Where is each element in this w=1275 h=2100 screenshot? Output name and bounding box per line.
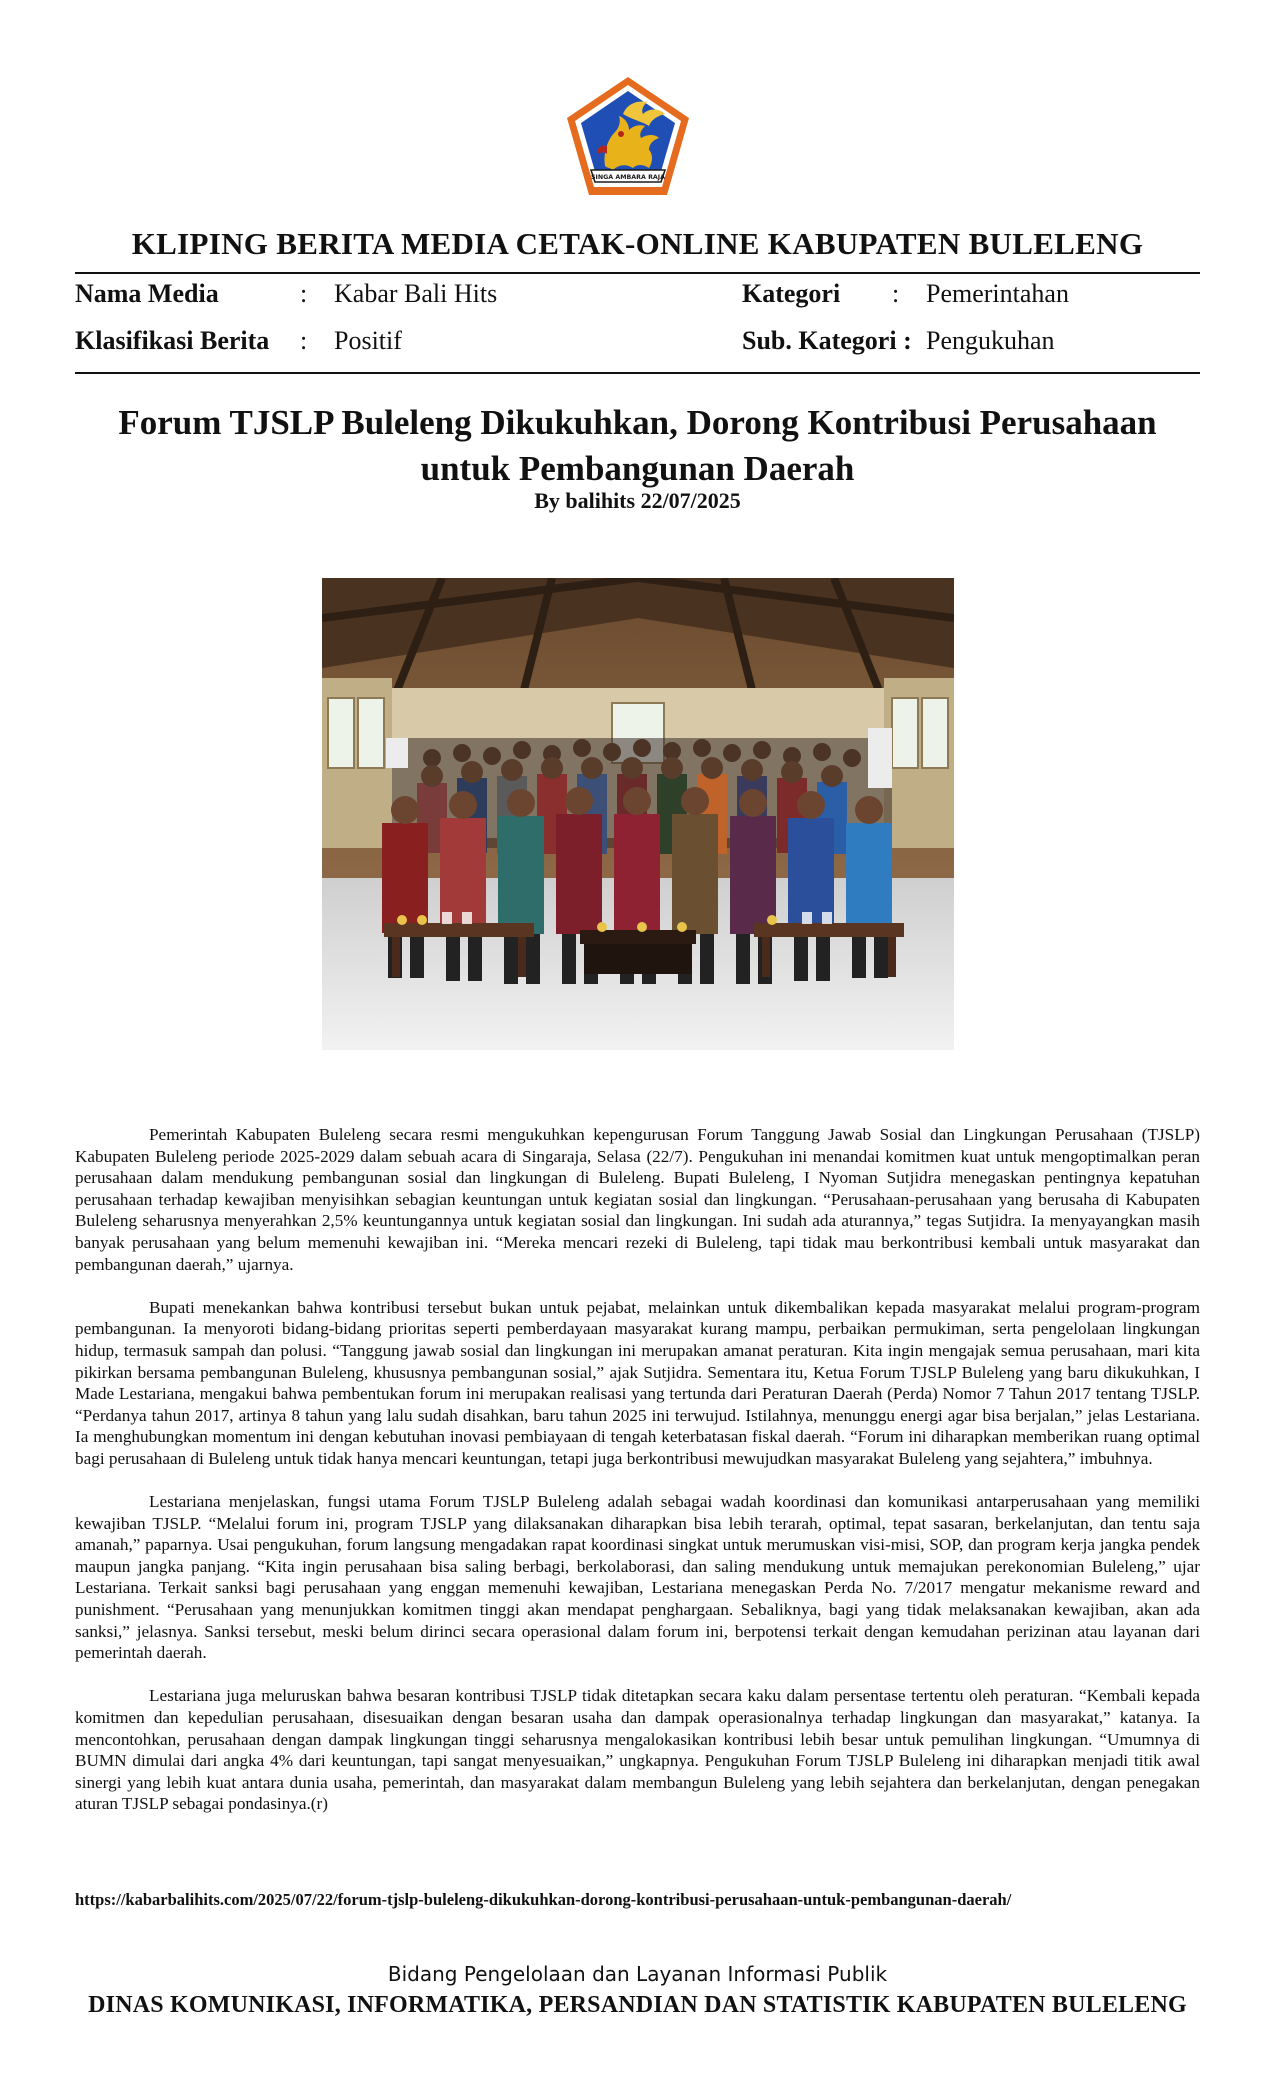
source-url-link[interactable]: https://kabarbalihits.com/2025/07/22/forum-tjslp-buleleng-dikukuhkan-dorong-kontribusi-perusahaan-untuk-pembangunan-daerah/ [75, 1890, 1012, 1909]
meta-media [75, 279, 675, 319]
article-body [75, 1124, 1200, 1837]
klasifikasi-label: Klasifikasi Berita [75, 326, 270, 355]
kategori-colon: : [892, 279, 900, 308]
article-paragraph-4: Lestariana juga meluruskan bahwa besaran kontribusi TJSLP tidak ditetapkan secara kaku dalam persentase tertentu oleh peraturan. “Kembali kepada komitmen dan kepedulian perusahaan, disesuaikan dengan besaran usaha dan dampak operasionalnya terhadap lingkungan dan masyarakat,” katanya. Ia mencontohkan, perusahaan dengan dampak lingkungan tinggi seharusnya mengalokasikan kontribusi lebih besar untuk pemulihan lingkungan. “Umumnya di BUMN dimulai dari angka 4% dari keuntungan, tapi sangat menyesuaikan,” ungkapnya. Pengukuhan Forum TJSLP Buleleng ini diharapkan menjadi titik awal sinergi yang lebih kuat antara dunia usaha, pemerintah, dan masyarakat dalam membangun Buleleng yang lebih sejahtera dan berkelanjutan, dengan penegakan aturan TJSLP sebagai pondasinya.(r) [75, 1686, 1200, 1814]
subkategori-value: Pengukuhan [926, 326, 1055, 355]
header-divider-top [75, 272, 1200, 274]
meta-subkategori [742, 326, 1200, 366]
article-paragraph-2: Bupati menekankan bahwa kontribusi tersebut bukan untuk pejabat, melainkan untuk dikembalikan kepada masyarakat melalui program-program pembangunan. Ia menyoroti bidang-bidang prioritas seperti pemberdayaan masyarakat kurang mampu, perbaikan permukiman, serta pengelolaan lingkungan hidup, termasuk sampah dan polusi. “Tanggung jawab sosial dan lingkungan ini merupakan amanat peraturan. Kita ingin mengajak semua perusahaan, mari kita pikirkan bersama pembangunan Buleleng, khususnya pembangunan sosial,” ajak Sutjidra. Sementara itu, Ketua Forum TJSLP Buleleng yang baru dikukuhkan, I Made Lestariana, mengakui bahwa pembentukan forum ini merupakan realisasi yang tertunda dari Peraturan Daerah (Perda) Nomor 7 Tahun 2017 tentang TJSLP. “Perdanya tahun 2017, artinya 8 tahun yang lalu sudah disahkan, baru tahun 2025 ini terwujud. Istilahnya, menunggu energi agar bisa berjalan,” jelas Lestariana. Ia menghubungkan momentum ini dengan kebutuhan inovasi pembiayaan di tengah keterbatasan fiskal daerah. “Forum ini diharapkan memberikan ruang optimal bagi perusahaan di Buleleng untuk tidak hanya mencari keuntungan, tetapi juga berkontribusi mewujudkan masyarakat Buleleng yang sejahtera,” imbuhnya. [75, 1297, 1200, 1468]
article-paragraph-1: Pemerintah Kabupaten Buleleng secara resmi mengukuhkan kepengurusan Forum Tanggung Jawab Sosial dan Lingkungan Perusahaan (TJSLP) Kabupaten Buleleng periode 2025-2029 dalam sebuah acara di Singaraja, Selasa (22/7). Pengukuhan ini menandai komitmen kuat untuk mengoptimalkan peran perusahaan dalam mendukung pembangunan sosial dan lingkungan di Buleleng. Bupati Buleleng, I Nyoman Sutjidra menegaskan pentingnya kepatuhan perusahaan terhadap kewajiban menyisihkan sebagian keuntungan untuk kegiatan sosial dan lingkungan. “Perusahaan-perusahaan yang berusaha di Kabupaten Buleleng seharusnya menyerahkan 2,5% keuntungannya untuk kegiatan sosial dan lingkungan. Ini sudah ada aturannya,” tegas Sutjidra. Ia menyayangkan masih banyak perusahaan yang belum memenuhi kewajiban ini. “Mereka mencari rezeki di Buleleng, tapi tidak mau berkontribusi kembali untuk masyarakat dan pembangunan daerah,” ujarnya. [75, 1125, 1200, 1274]
meta-klasifikasi [75, 326, 675, 366]
meta-kategori [742, 279, 1200, 319]
media-value: Kabar Bali Hits [334, 279, 498, 308]
klasifikasi-value: Positif [334, 326, 402, 355]
logo-caption: SINGA AMBARA RAJA [590, 174, 666, 181]
kategori-value: Pemerintahan [926, 279, 1069, 308]
header-divider-bottom [75, 372, 1200, 374]
footer-division: Bidang Pengelolaan dan Layanan Informasi Publik [387, 1962, 888, 1986]
klasifikasi-colon: : [300, 326, 308, 355]
subkategori-label: Sub. Kategori : [742, 326, 912, 355]
article-byline: By balihits 22/07/2025 [534, 488, 741, 513]
kategori-label: Kategori [742, 279, 841, 308]
article-headline: Forum TJSLP Buleleng Dikukuhkan, Dorong Kontribusi Perusahaan untuk Pembangunan Daerah [118, 403, 1157, 488]
article-paragraph-3: Lestariana menjelaskan, fungsi utama Forum TJSLP Buleleng adalah sebagai wadah koordinasi dan komunikasi antarperusahaan yang memiliki kewajiban TJSLP. “Melalui forum ini, program TJSLP yang dilaksanakan diharapkan bisa lebih terarah, optimal, tepat sasaran, berkelanjutan, dan tentu saja amanah,” paparnya. Usai pengukuhan, forum langsung mengadakan rapat koordinasi singkat untuk merumuskan visi-misi, SOP, dan program kerja jangka pendek maupun jangka panjang. “Kita ingin perusahaan bisa saling berbagi, berkolaborasi, dan saling mendukung untuk memajukan perekonomian Buleleng,” ujar Lestariana. Terkait sanksi bagi perusahaan yang enggan memenuhi kewajiban, Lestariana menegaskan Perda No. 7/2017 mengatur mekanisme reward and punishment. “Perusahaan yang menunjukkan komitmen tinggi akan mendapat penghargaan. Sebaliknya, bagi yang tidak melaksanakan kewajiban, akan ada sanksi,” jelasnya. Sanksi tersebut, meski belum dirinci secara operasional dalam forum ini, berpotensi terkait dengan kemudahan perizinan atau layanan dari pemerintah daerah. [75, 1492, 1200, 1663]
media-label: Nama Media [75, 279, 219, 308]
footer-agency: DINAS KOMUNIKASI, INFORMATIKA, PERSANDIAN DAN STATISTIK KABUPATEN BULELENG [88, 1992, 1187, 2018]
media-colon: : [300, 279, 308, 308]
clipping-header-title: KLIPING BERITA MEDIA CETAK-ONLINE KABUPATEN BULELENG [131, 226, 1144, 261]
buleleng-regency-logo [563, 74, 693, 198]
article-photo [322, 578, 954, 1050]
